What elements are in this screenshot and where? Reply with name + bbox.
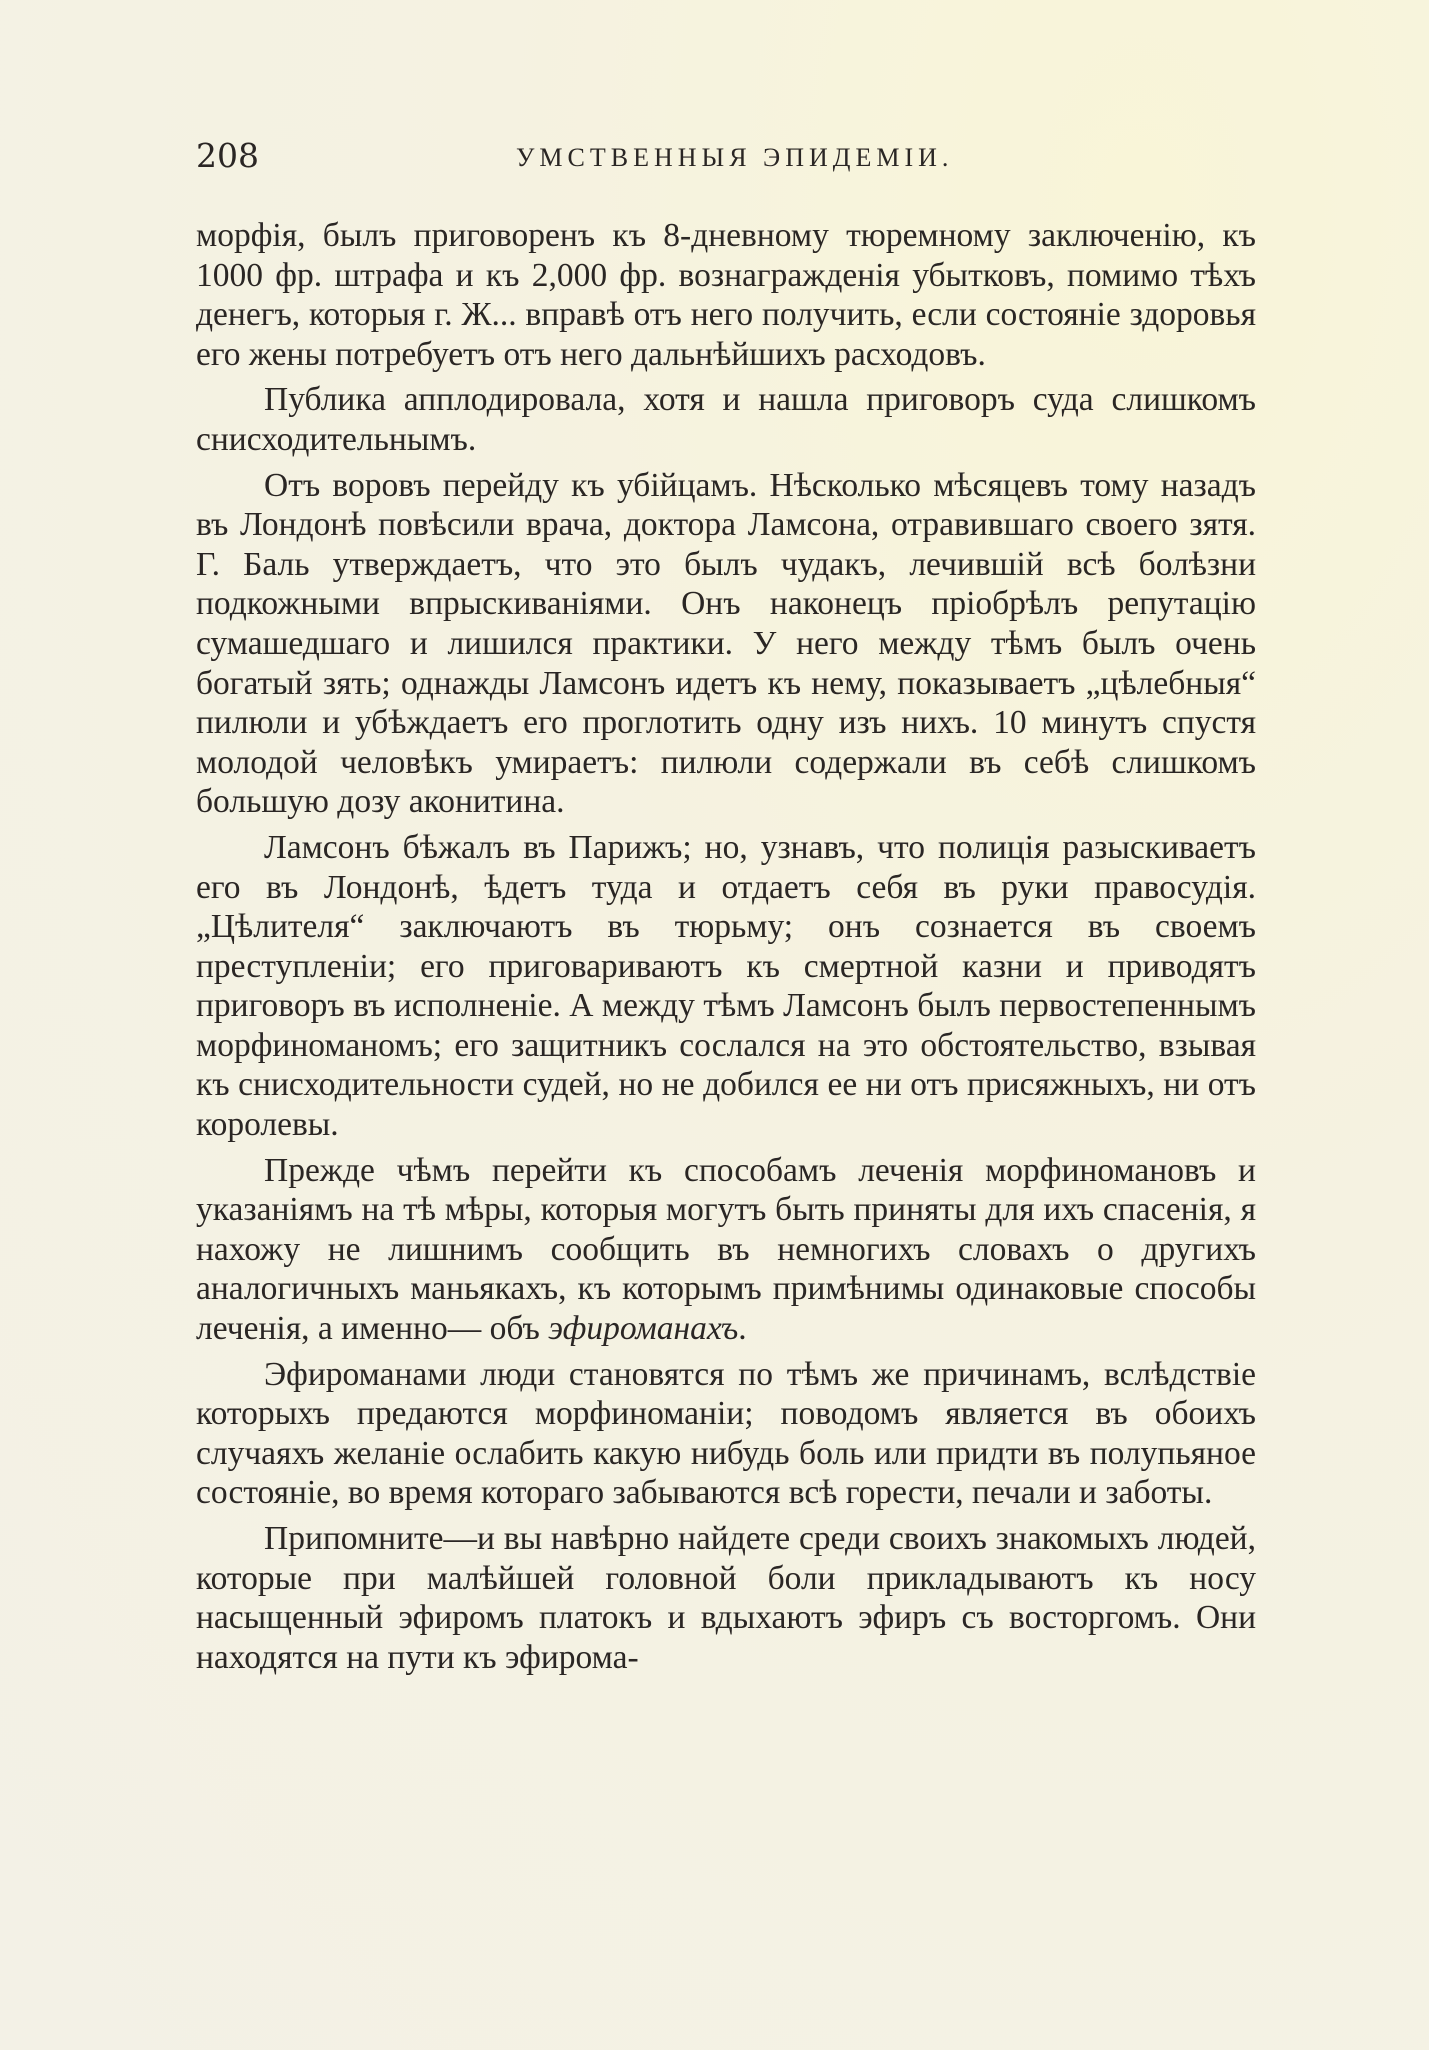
paragraph: Эфироманами люди становятся по тѣмъ же причинамъ, вслѣдствіе которыхъ предаются морфиноманіи; поводомъ является въ обоихъ случаяхъ желаніе ослабить какую нибудь боль или придти въ полупьяное состояніе, во время котораго забываются всѣ горести, печали и заботы. [196,1355,1256,1512]
page-header [196,136,1256,176]
paragraph: Публика апплодировала, хотя и нашла приговоръ суда слишкомъ снисходительнымъ. [196,381,1256,458]
paragraph: Отъ воровъ перейду къ убійцамъ. Нѣсколько мѣсяцевъ тому назадъ въ Лондонѣ повѣсили врача, доктора Ламсона, отравившаго своего зятя. Г. Баль утверждаетъ, что это былъ чудакъ, лечившій всѣ болѣзни подкожными впрыскиваніями. Онъ наконецъ пріобрѣлъ репутацію сумашедшаго и лишился практики. У него между тѣмъ былъ очень богатый зять; однажды Ламсонъ идетъ къ нему, показываетъ „цѣлебныя“ пилюли и убѣждаетъ его проглотить одну изъ нихъ. 10 минутъ спустя молодой человѣкъ умираетъ: пилюли содержали въ себѣ слишкомъ большую дозу аконитина. [196,466,1256,821]
paragraph-text: объ [489,1310,549,1348]
paragraph: Припомните—и вы навѣрно найдете среди своихъ знакомыхъ людей, которые при малѣйшей головной боли прикладываютъ къ носу насыщенный эфиромъ платокъ и вдыхаютъ эфиръ съ восторгомъ. Они находятся на пути къ эфирома- [196,1520,1256,1676]
paragraph-text: Прежде чѣмъ перейти къ способамъ леченія морфиномановъ и указаніямъ на тѣ мѣры, которыя могутъ быть приняты для ихъ спасенія, я нахожу не лишнимъ сообщить въ немногихъ словахъ о другихъ аналогичныхъ маньякахъ, къ которымъ примѣнимы одинаковые способы леченія, а именно— [196,1151,1256,1348]
paragraph [196,1151,1256,1349]
running-title: УМСТВЕННЫЯ ЭПИДЕМІИ. [516,143,954,172]
body-text [196,216,1256,1683]
paragraph: морфія, былъ приговоренъ къ 8-дневному тюремному заключенію, къ 1000 фр. штрафа и къ 2,000 фр. вознагражденія убытковъ, помимо тѣхъ денегъ, которыя г. Ж... вправѣ отъ него получить, если состояніе здоровья его жены потребуетъ отъ него дальнѣйшихъ расходовъ. [196,217,1256,373]
paragraph: Ламсонъ бѣжалъ въ Парижъ; но, узнавъ, что полиція разыскиваетъ его въ Лондонѣ, ѣдетъ туда и отдаетъ себя въ руки правосудія. „Цѣлителя“ заключаютъ въ тюрьму; онъ сознается въ своемъ преступленіи; его приговариваютъ къ смертной казни и приводятъ приговоръ въ исполненіе. А между тѣмъ Ламсонъ былъ первостепеннымъ морфиноманомъ; его защитникъ сослался на это обстоятельство, взывая къ снисходительности судей, но не добился ее ни отъ присяжныхъ, ни отъ королевы. [196,828,1256,1144]
paragraph-text: . [738,1310,747,1348]
page-number: 208 [196,136,259,175]
italic-term: эфироманахъ [548,1310,739,1348]
